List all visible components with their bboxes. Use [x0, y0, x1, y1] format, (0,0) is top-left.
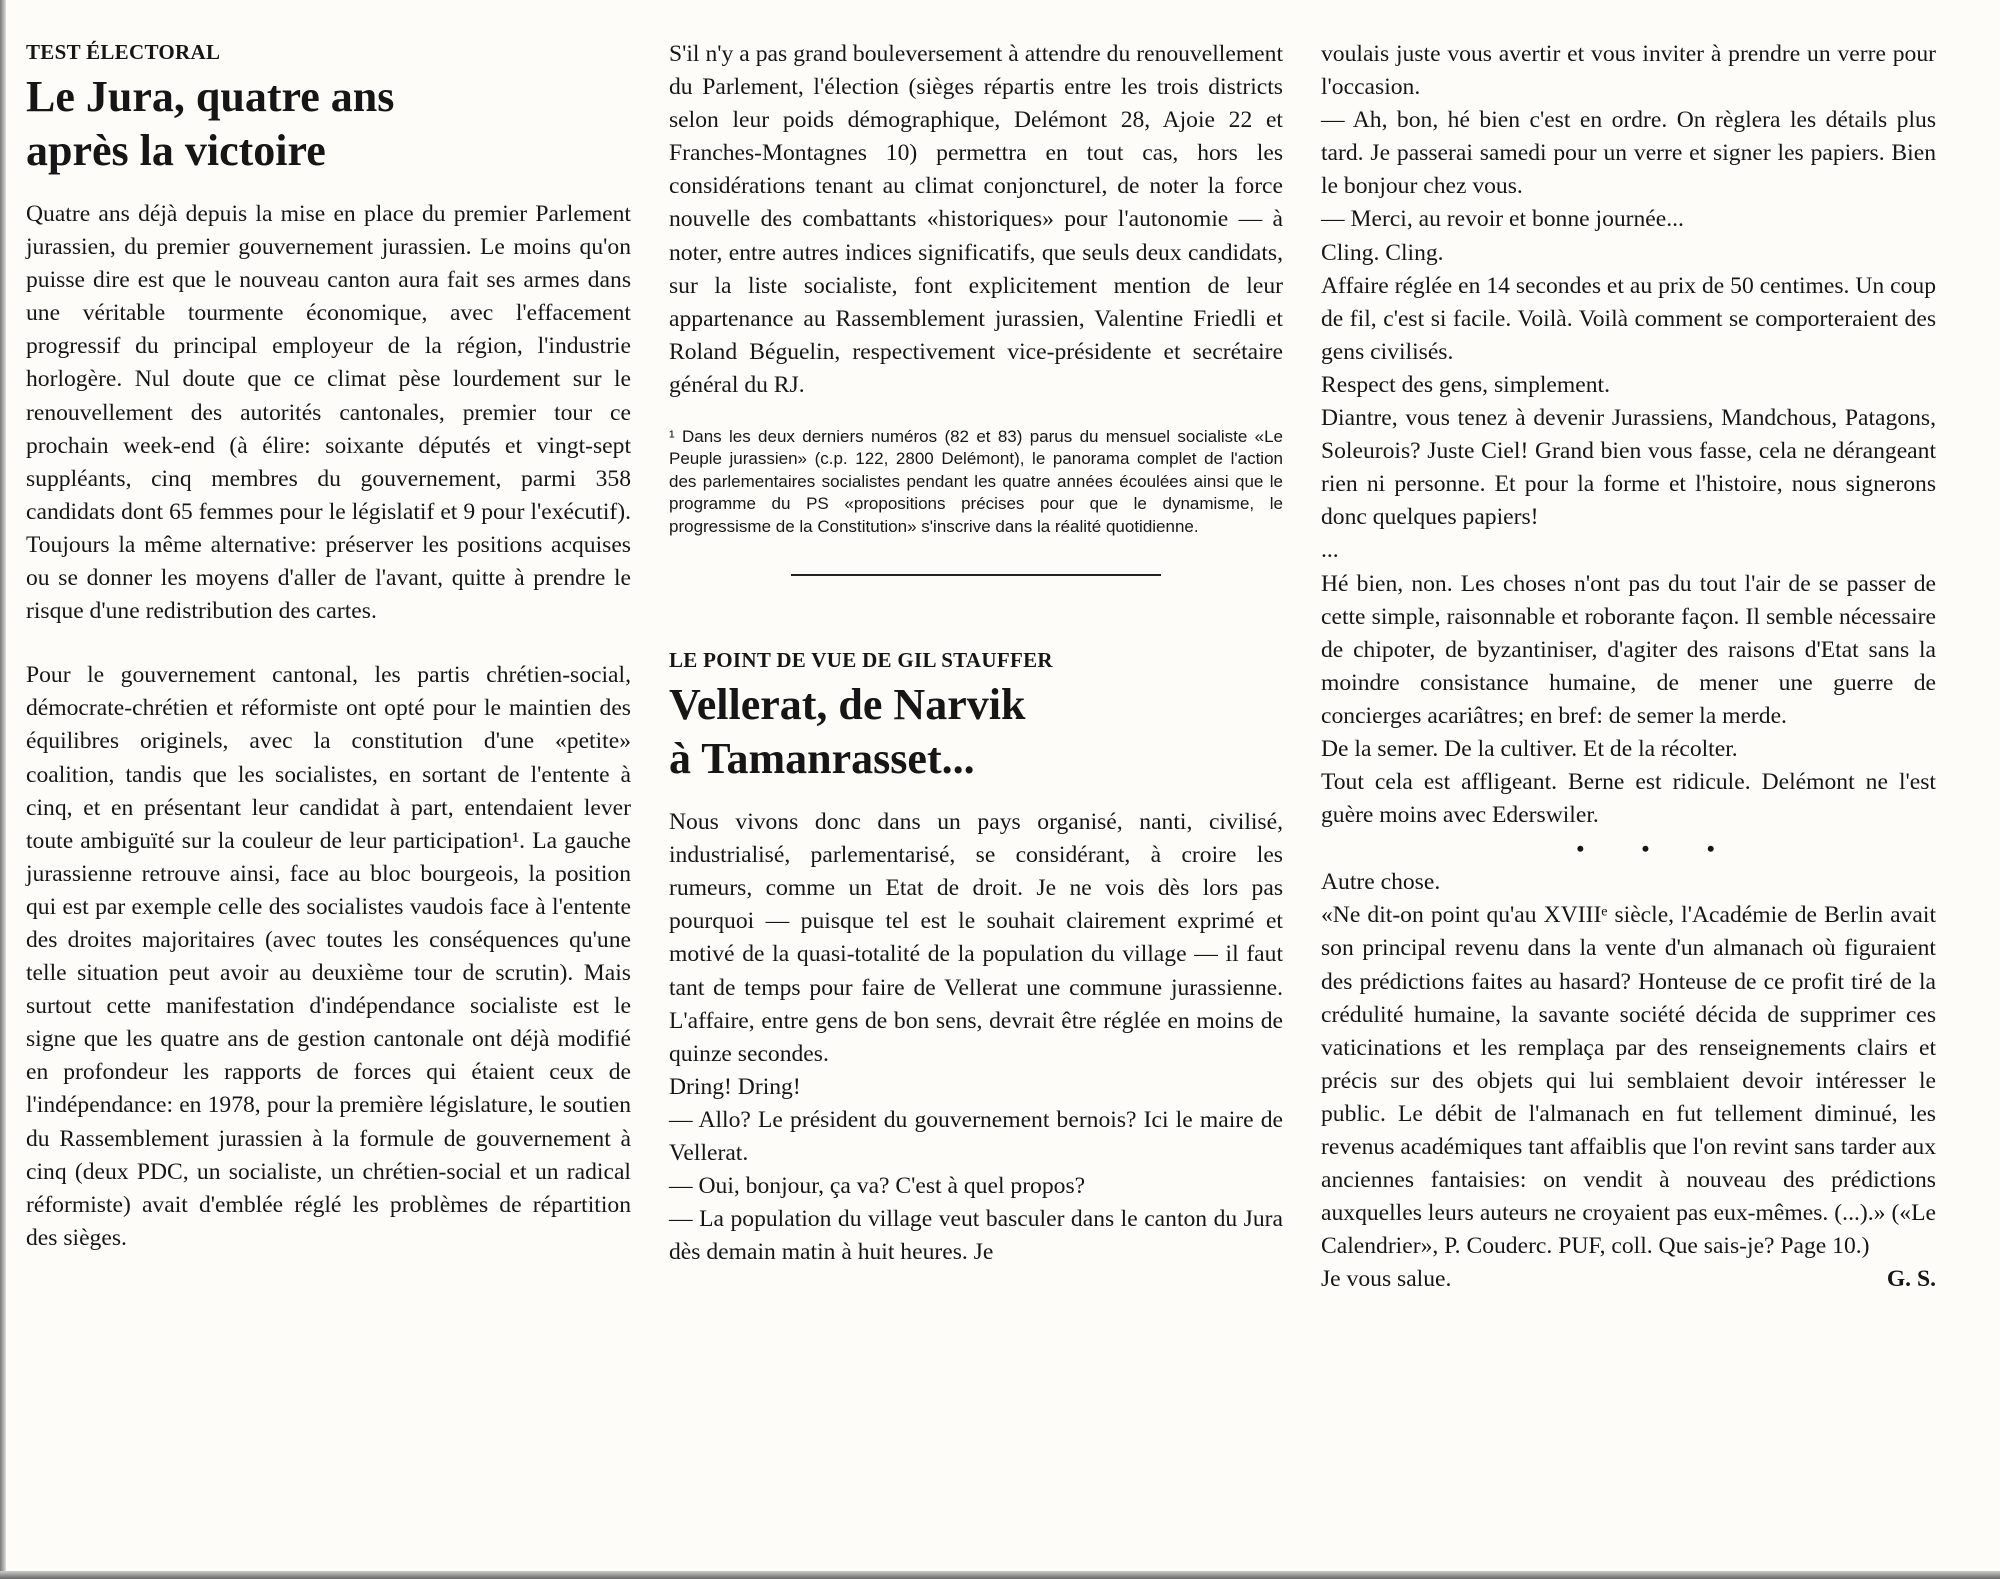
article1-rubric: TEST ÉLECTORAL [26, 40, 221, 64]
article2-line: — Ah, bon, hé bien c'est en ordre. On règlera les détails plus tard. Je passerai samedi pour un verre et signer les papiers. Bien le bonjour chez vous. [1321, 107, 1936, 200]
column-2 [669, 38, 1283, 1269]
article2-line: Affaire réglée en 14 secondes et au prix de 50 centimes. Un coup de fil, c'est si facile. Voilà. Voilà comment se comporteraient des gens civilisés. [1321, 272, 1936, 365]
article2-quote: «Ne dit-on point qu'au XVIIIᵉ siècle, l'Académie de Berlin avait son principal revenu dans la vente d'un almanach où figuraient des prédictions faites au hasard? Honteuse de ce profit tiré de la crédulité humaine, la savante société décida de supprimer ces vaticinations et les remplaça par des renseignements clairs et précis sur des objets qui lui semblaient devoir intéresser le public. Le débit de l'almanach en fut tellement diminué, les revenus académiques tant affaiblis que l'on revint sans tarder aux anciennes fantaisies: on vendit à nouveau des prédictions auxquelles leurs auteurs ne croyaient pas eux-mêmes. (...).» («Le Calendrier», P. Couderc. PUF, coll. Que sais-je? Page 10.) [1321, 902, 1936, 1260]
article2-line: Autre chose. [1321, 869, 1441, 896]
article1-footnote: ¹ Dans les deux derniers numéros (82 et 83) parus du mensuel socialiste «Le Peuple jurassien» (c.p. 122, 2800 Delémont), le panorama complet de l'action des parlementaires socialistes pendant les quatre années écoulées ainsi que le programme du PS «propositions précises pour que le dynamisme, le progressisme de la Constitution» s'inscrive dans la réalité quotidienne. [669, 427, 1283, 536]
article2-line: Respect des gens, simplement. [1321, 371, 1610, 398]
author-signature: G. S. [1886, 1266, 1936, 1293]
article1-title-line2: après la victoire [26, 126, 326, 175]
article2-line: ... [1321, 537, 1339, 564]
article2-paragraph: Nous vivons donc dans un pays organisé, nanti, civilisé, industrialisé, parlementarisé, se considérant, à croire les rumeurs, comme un Etat de droit. Je ne vois dès lors pas pourquoi — puisque tel est le souhait clairement exprimé et motivé de la quasi-totalité de la population du village — il faut tant de temps pour faire de Vellerat une commune jurassienne. L'affaire, entre gens de bon sens, devrait être réglée en moins de quinze secondes. [669, 809, 1283, 1067]
article2-line: Dring! Dring! [669, 1073, 801, 1100]
article1-paragraph-2: Pour le gouvernement cantonal, les partis chrétien-social, démocrate-chrétien et réformiste ont opté pour le maintien des équilibres originels, avec la constitution d'une «petite» coalition, tandis que les socialistes, en sortant de l'entente à cinq, et en présentant leur candidat à part, entendaient lever toute ambiguïté sur la couleur de leur participation¹. La gauche jurassienne retrouve ainsi, face au bloc bourgeois, la position qui est par exemple celle des socialistes vaudois face à l'entente des droites majoritaires (avec toutes les conséquences qu'une telle situation peut avoir au deuxième tour de scrutin). Mais surtout cette manifestation d'indépendance socialiste est le signe que les quatre ans de gestion cantonale ont déjà modifié en profondeur les rapports de forces qui étaient ceux de l'indépendance: en 1978, pour la première législature, le soutien du Rassemblement jurassien à la formule de gouvernement à cinq (deux PDC, un socialiste, un chrétien-social et un radical réformiste) avait d'emblée réglé les problèmes de répartition des sièges. [26, 662, 631, 1251]
article2-title [669, 678, 1283, 786]
article2-line: Cling. Cling. [1321, 239, 1444, 266]
page-bottom-shadow [0, 1571, 2000, 1579]
article2-line: De la semer. De la cultiver. Et de la récolter. [1321, 735, 1738, 762]
article1-paragraph-3: S'il n'y a pas grand bouleversement à attendre du renouvellement du Parlement, l'élection (sièges répartis entre les trois districts selon leur poids démographique, Delémont 28, Ajoie 22 et Franches-Montagnes 10) permettra en tout cas, hors les considérations tenant au climat conjoncturel, de noter la force nouvelle des combattants «historiques» pour l'autonomie — à noter, entre autres indices significatifs, que seuls deux candidats, sur la liste socialiste, font explicitement mention de leur appartenance au Rassemblement jurassien, Valentine Friedli et Roland Béguelin, respectivement vice-présidente et secrétaire général du RJ. [669, 41, 1283, 398]
article2-line: — Oui, bonjour, ça va? C'est à quel propos? [669, 1173, 1086, 1200]
article2-title-line2: à Tamanrasset... [669, 734, 975, 784]
article2-line: voulais juste vous avertir et vous inviter à prendre un verre pour l'occasion. [1321, 41, 1936, 101]
article2-line: — Allo? Le président du gouvernement bernois? Ici le maire de Vellerat. [669, 1106, 1283, 1166]
article2-line: Hé bien, non. Les choses n'ont pas du tout l'air de se passer de cette simple, raisonnable et roborante façon. Il semble nécessaire de chipoter, de byzantiniser, d'agiter des raisons d'Etat sans la moindre consistance humaine, de mener une guerre de concierges acariâtres; en bref: de semer la merde. [1321, 570, 1936, 729]
article1-title [26, 70, 631, 178]
page-left-shadow [0, 0, 6, 1579]
article1-title-line1: Le Jura, quatre ans [26, 72, 395, 121]
article2-title-line1: Vellerat, de Narvik [669, 680, 1026, 730]
article2-line: Tout cela est affligeant. Berne est ridicule. Delémont ne l'est guère moins avec Ederswiler. [1321, 769, 1936, 829]
closing-row [1321, 1263, 1936, 1296]
column-3 [1321, 38, 1936, 1296]
section-divider [791, 574, 1161, 576]
article2-line: — La population du village veut basculer dans le canton du Jura dès demain matin à huit heures. Je [669, 1206, 1283, 1266]
article2-line: Diantre, vous tenez à devenir Jurassiens, Mandchous, Patagons, Soleurois? Juste Ciel! Grand bien vous fasse, cela ne dérangeant rien ni personne. Et pour la forme et l'histoire, nous signerons donc quelques papiers! [1321, 405, 1936, 531]
section-break-stars: • • • [1576, 836, 1741, 862]
column-1 [26, 38, 631, 1255]
article1-paragraph-1: Quatre ans déjà depuis la mise en place du premier Parlement jurassien, du premier gouvernement jurassien. Le moins qu'on puisse dire est que le nouveau canton aura fait ses armes dans une véritable tourmente économique, avec l'effacement progressif du principal employeur de la région, l'industrie horlogère. Nul doute que ce climat pèse lourdement sur le renouvellement des autorités cantonales, premier tour ce prochain week-end (à élire: soixante députés et vingt-sept suppléants, cinq membres du gouvernement, parmi 358 candidats dont 65 femmes pour le législatif et 9 pour l'exécutif). Toujours la même alternative: préserver les positions acquises ou se donner les moyens d'aller de l'avant, quitte à prendre le risque d'une redistribution des cartes. [26, 201, 631, 625]
article2-header [669, 646, 1283, 786]
closing-line: Je vous salue. [1321, 1266, 1452, 1293]
article2-rubric: LE POINT DE VUE DE GIL STAUFFER [669, 648, 1053, 673]
article2-line: — Merci, au revoir et bonne journée... [1321, 206, 1684, 233]
